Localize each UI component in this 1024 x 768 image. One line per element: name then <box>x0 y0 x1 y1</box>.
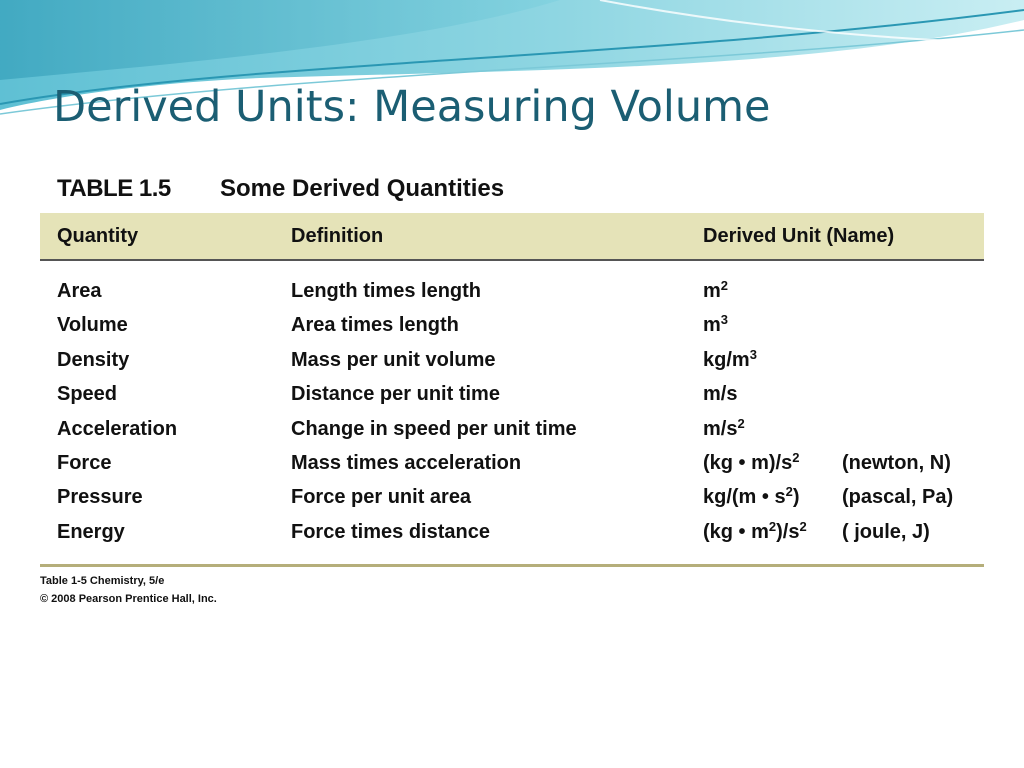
cell-derived-unit: $m^3$ <box>703 312 729 337</box>
table-credits <box>40 572 217 608</box>
cell-definition: Distance per unit time <box>291 383 500 406</box>
slide-title: Derived Units: Measuring Volume <box>53 82 771 132</box>
cell-quantity: Area <box>57 280 102 302</box>
credit-source: Table 1-5 Chemistry, 5/e <box>40 575 165 587</box>
cell-derived-unit: $m/s^2$ <box>703 415 745 440</box>
cell-unit-name: (newton, N) <box>842 451 951 474</box>
table-row <box>40 277 984 311</box>
cell-unit-name: ( joule, J) <box>842 520 930 543</box>
cell-quantity: Energy <box>57 520 125 543</box>
cell-quantity: Pressure <box>57 486 143 509</box>
cell-quantity: Acceleration <box>57 417 178 440</box>
table-number: TABLE 1.5 <box>57 175 171 202</box>
cell-definition: Change in speed per unit time <box>291 417 577 440</box>
credit-copyright: © 2008 Pearson Prentice Hall, Inc. <box>40 593 217 605</box>
table-row <box>40 311 984 345</box>
header-derived-unit: Derived Unit (Name) <box>703 225 895 247</box>
cell-definition: Force times distance <box>291 520 490 543</box>
header-quantity: Quantity <box>57 225 139 247</box>
cell-definition: Force per unit area <box>291 486 472 509</box>
cell-definition: Length times length <box>291 280 481 302</box>
cell-definition: Area times length <box>291 314 459 337</box>
table-row <box>40 415 984 449</box>
cell-derived-unit: (kg • $m)/s^2$ <box>703 449 800 474</box>
table-title-row <box>40 165 984 213</box>
table-bottom-rule <box>40 564 984 567</box>
cell-definition: Mass times acceleration <box>291 451 522 474</box>
table-row <box>40 346 984 380</box>
table-body <box>40 261 984 564</box>
cell-quantity: Density <box>57 348 130 371</box>
cell-definition: Mass per unit volume <box>291 348 496 371</box>
cell-derived-unit: kg/(m • $s^2$) <box>703 484 800 509</box>
header-definition: Definition <box>291 225 384 247</box>
cell-quantity: Speed <box>57 383 118 406</box>
derived-quantities-table <box>40 165 984 567</box>
cell-quantity: Force <box>57 451 112 474</box>
cell-derived-unit: $m^2$ <box>703 278 729 302</box>
cell-derived-unit: (kg • $m^2)/s^2$ <box>703 518 807 543</box>
table-row <box>40 483 984 517</box>
cell-derived-unit: $kg/m^3$ <box>703 346 757 371</box>
cell-quantity: Volume <box>57 314 128 337</box>
table-row <box>40 518 984 552</box>
table-header-row <box>40 213 984 261</box>
table-row <box>40 449 984 483</box>
cell-unit-name: (pascal, Pa) <box>842 486 954 509</box>
cell-derived-unit: m/s <box>703 383 738 406</box>
table-caption: Some Derived Quantities <box>220 175 505 202</box>
table-row <box>40 380 984 414</box>
